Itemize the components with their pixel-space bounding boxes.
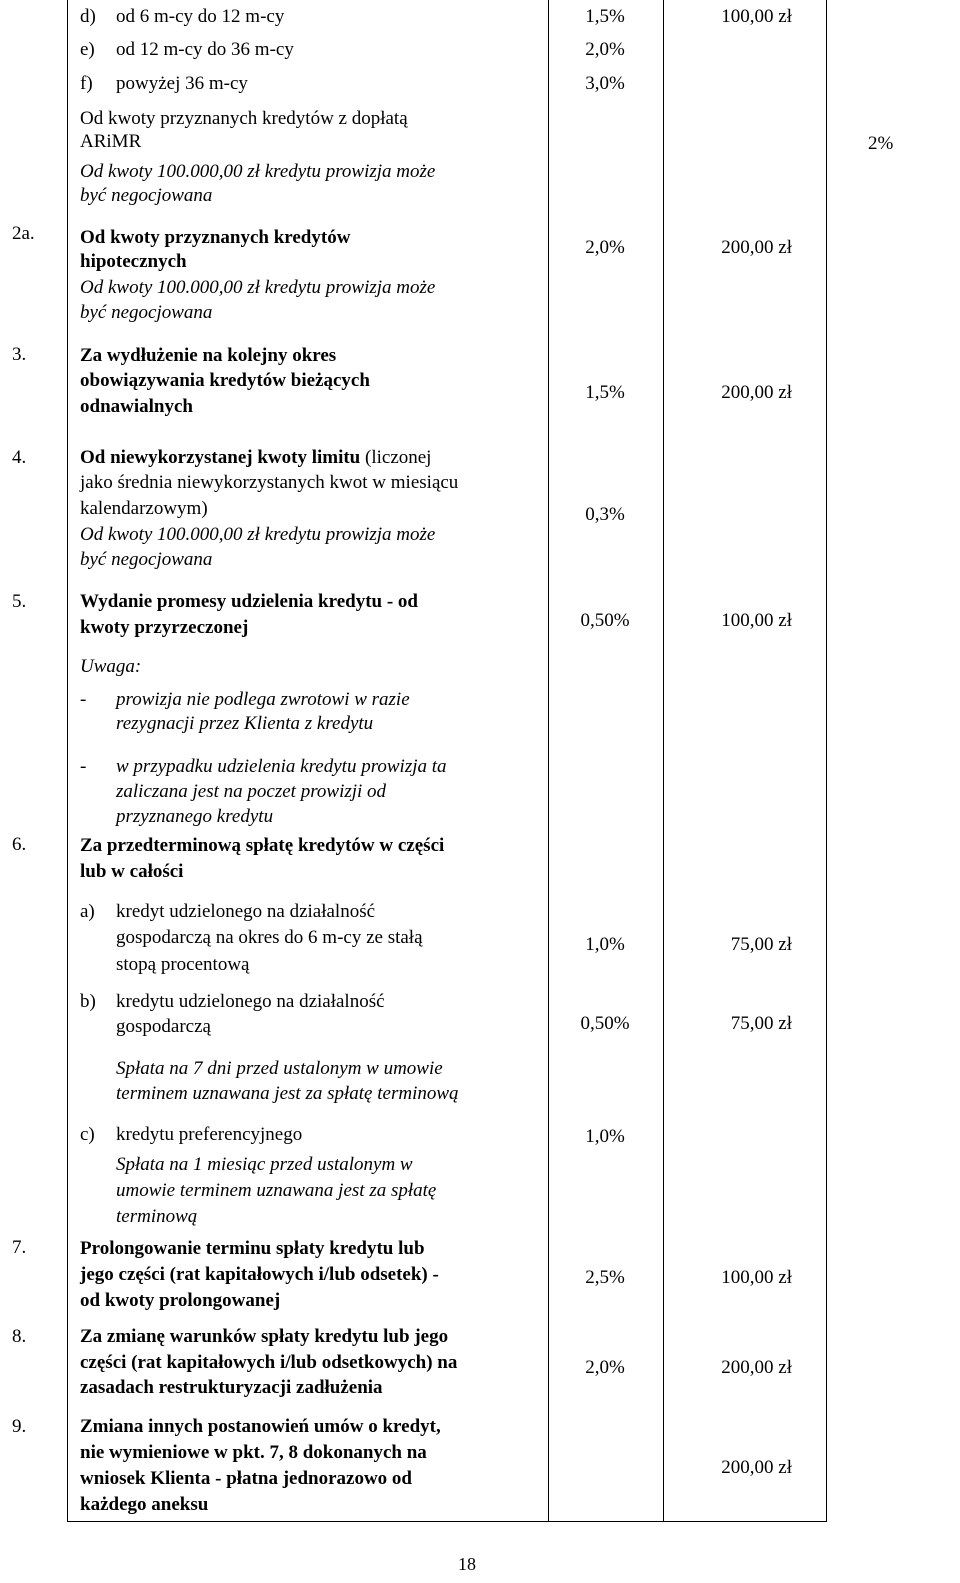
row-label: jako średnia niewykorzystanych kwot w miesiącu <box>80 472 459 493</box>
sub-label: stopą procentową <box>116 954 250 975</box>
row-number: 3. <box>12 344 27 365</box>
row-label: każdego aneksu <box>80 1494 209 1515</box>
sub-label: kredytu preferencyjnego <box>116 1124 303 1145</box>
repayment-note: Spłata na 7 dni przed ustalonym w umowie <box>116 1058 443 1079</box>
remark-item: prowizja nie podlega zwrotowi w razie <box>116 689 410 710</box>
rate-value: 2,5% <box>585 1267 625 1288</box>
row-number: 2a. <box>12 223 35 244</box>
row-label: ARiMR <box>80 131 142 152</box>
rate-value: 2,0% <box>585 1357 625 1378</box>
row-label: Od kwoty przyznanych kredytów <box>80 227 351 248</box>
row-label: części (rat kapitałowych i/lub odsetkowych) na <box>80 1352 458 1373</box>
remark-dash: - <box>80 689 87 710</box>
min-fee-value: 75,00 zł <box>730 1013 792 1034</box>
repayment-note: terminem uznawana jest za spłatę terminową <box>116 1083 459 1104</box>
sub-label: gospodarczą na okres do 6 m-cy ze stałą <box>116 927 423 948</box>
list-marker: b) <box>80 991 96 1012</box>
remark-item: rezygnacji przez Klienta z kredytu <box>116 713 374 734</box>
rate-value: 0,3% <box>585 504 625 525</box>
sub-label: kredyt udzielonego na działalność <box>116 901 376 922</box>
list-marker: e) <box>80 39 95 60</box>
negotiation-note: Od kwoty 100.000,00 zł kredytu prowizja może <box>80 161 436 182</box>
rate-value: 1,5% <box>585 382 625 403</box>
list-marker: f) <box>80 73 93 94</box>
negotiation-note: być negocjowana <box>80 185 213 206</box>
row-label: Wydanie promesy udzielenia kredytu - od <box>80 591 418 612</box>
rate-value: 1,5% <box>585 6 625 27</box>
min-fee-value: 200,00 zł <box>721 1457 792 1478</box>
row-label: Prolongowanie terminu spłaty kredytu lub <box>80 1238 425 1259</box>
table-border-col2 <box>548 0 549 1522</box>
min-fee-value: 200,00 zł <box>721 382 792 403</box>
list-marker: a) <box>80 901 95 922</box>
remark-dash: - <box>80 756 87 777</box>
row-label: Zmiana innych postanowień umów o kredyt, <box>80 1416 441 1437</box>
negotiation-note: być negocjowana <box>80 302 213 323</box>
rate-value: 2,0% <box>585 237 625 258</box>
table-border-bottom <box>67 1521 827 1522</box>
row-number: 4. <box>12 447 27 468</box>
row-label: Za wydłużenie na kolejny okres <box>80 345 337 366</box>
list-marker: c) <box>80 1124 95 1145</box>
rate-value: 1,0% <box>585 1126 625 1147</box>
row-number: 5. <box>12 591 27 612</box>
repayment-note: terminową <box>116 1206 198 1227</box>
row-number: 6. <box>12 834 27 855</box>
row-label: Za zmianę warunków spłaty kredytu lub jego <box>80 1326 449 1347</box>
row-label-rest: (liczonej <box>360 447 432 468</box>
row-label: powyżej 36 m-cy <box>116 73 248 94</box>
row-label: od kwoty prolongowanej <box>80 1290 281 1311</box>
min-fee-value: 100,00 zł <box>721 610 792 631</box>
min-fee-value: 75,00 zł <box>730 934 792 955</box>
repayment-note: umowie terminem uznawana jest za spłatę <box>116 1180 437 1201</box>
sub-label: gospodarczą <box>116 1016 211 1037</box>
row-label: obowiązywania kredytów bieżących <box>80 370 370 391</box>
row-label: zasadach restrukturyzacji zadłużenia <box>80 1377 383 1398</box>
row-label: odnawialnych <box>80 396 193 417</box>
negotiation-note: być negocjowana <box>80 549 213 570</box>
min-fee-value: 100,00 zł <box>721 1267 792 1288</box>
extra-rate-value: 2% <box>868 133 894 154</box>
row-label: Od kwoty przyznanych kredytów z dopłatą <box>80 108 408 129</box>
rate-value: 3,0% <box>585 73 625 94</box>
row-label: Za przedterminową spłatę kredytów w części <box>80 835 445 856</box>
row-label-bold: Od niewykorzystanej kwoty limitu <box>80 447 361 468</box>
rate-value: 1,0% <box>585 934 625 955</box>
row-number: 8. <box>12 1326 27 1347</box>
row-label: od 12 m-cy do 36 m-cy <box>116 39 294 60</box>
sub-label: kredytu udzielonego na działalność <box>116 991 385 1012</box>
page-number: 18 <box>458 1554 476 1574</box>
remark-title: Uwaga: <box>80 656 142 677</box>
repayment-note: Spłata na 1 miesiąc przed ustalonym w <box>116 1154 413 1175</box>
remark-item: w przypadku udzielenia kredytu prowizja ta <box>116 756 447 777</box>
table-border-col4 <box>826 0 827 1522</box>
row-number: 9. <box>12 1416 27 1437</box>
row-label: wniosek Klienta - płatna jednorazowo od <box>80 1468 412 1489</box>
table-border-col3 <box>663 0 664 1522</box>
row-label: jego części (rat kapitałowych i/lub odsetek) - <box>80 1264 439 1285</box>
negotiation-note: Od kwoty 100.000,00 zł kredytu prowizja może <box>80 277 436 298</box>
row-label: od 6 m-cy do 12 m-cy <box>116 6 285 27</box>
rate-value: 0,50% <box>580 610 630 631</box>
row-label: kalendarzowym) <box>80 498 208 519</box>
row-number: 7. <box>12 1237 27 1258</box>
remark-item: przyznanego kredytu <box>116 806 274 827</box>
min-fee-value: 200,00 zł <box>721 237 792 258</box>
remark-item: zaliczana jest na poczet prowizji od <box>116 781 387 802</box>
min-fee-value: 100,00 zł <box>721 6 792 27</box>
negotiation-note: Od kwoty 100.000,00 zł kredytu prowizja może <box>80 524 436 545</box>
row-label: kwoty przyrzeczonej <box>80 617 249 638</box>
list-marker: d) <box>80 6 96 27</box>
min-fee-value: 200,00 zł <box>721 1357 792 1378</box>
table-border-left <box>67 0 68 1522</box>
row-label: nie wymieniowe w pkt. 7, 8 dokonanych na <box>80 1442 427 1463</box>
row-label: hipotecznych <box>80 251 187 272</box>
row-label: lub w całości <box>80 861 184 882</box>
row-label <box>80 446 431 470</box>
rate-value: 2,0% <box>585 39 625 60</box>
rate-value: 0,50% <box>580 1013 630 1034</box>
